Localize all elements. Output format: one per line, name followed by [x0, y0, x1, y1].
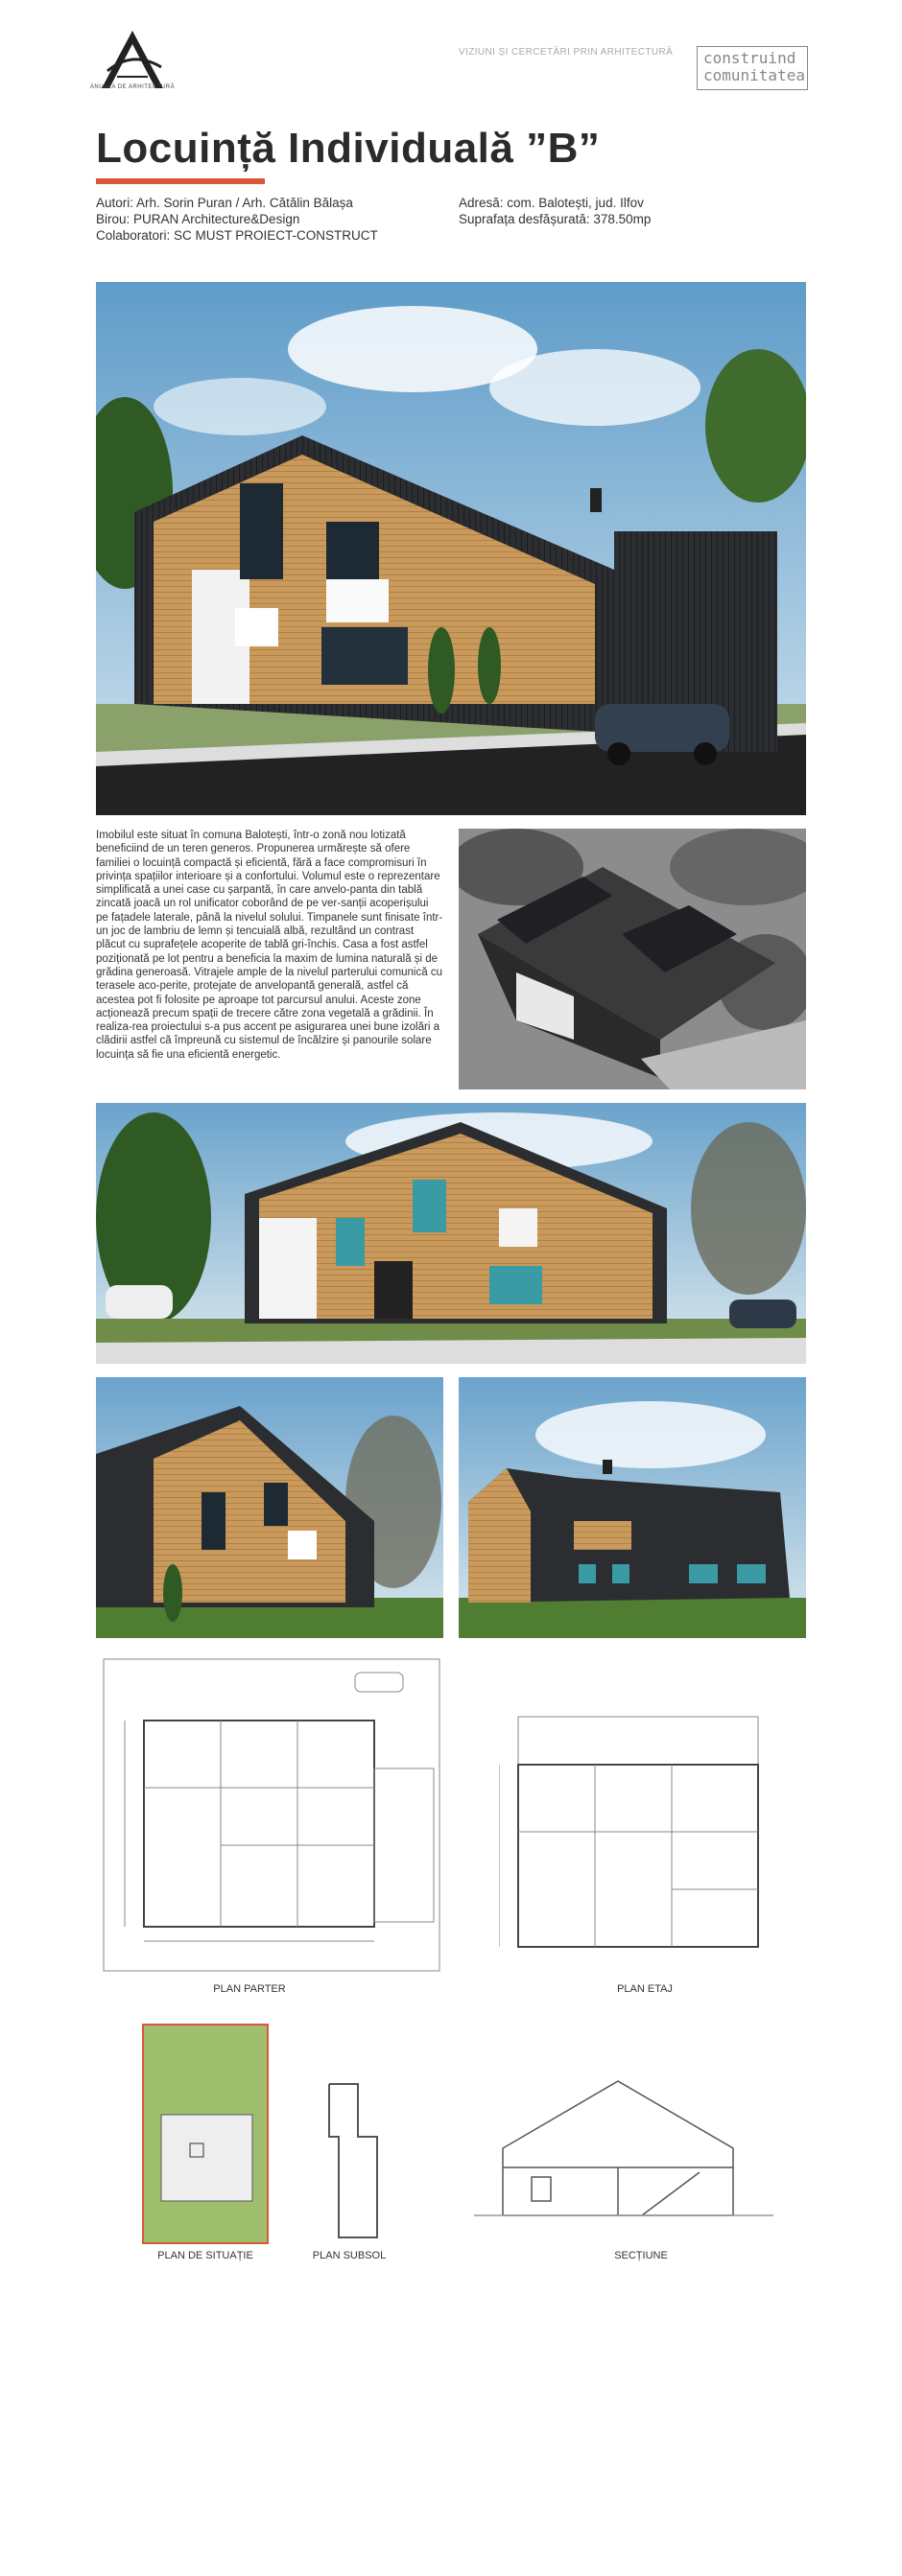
- basement-plan-drawing: [324, 2079, 382, 2242]
- ground-floor-plan-drawing: [96, 1653, 443, 1976]
- side-render-image: [96, 1103, 806, 1364]
- caption-plan-parter: PLAN PARTER: [213, 1983, 286, 1995]
- collaborators: Colaboratori: SC MUST PROIECT-CONSTRUCT: [96, 228, 378, 243]
- office: Birou: PURAN Architecture&Design: [96, 212, 300, 226]
- authors: Autori: Arh. Sorin Puran / Arh. Cătălin Bălașa: [96, 196, 353, 210]
- corner-render-image: [96, 1377, 443, 1638]
- caption-sectiune: SECȚIUNE: [614, 2250, 668, 2261]
- address: Adresă: com. Balotești, jud. Ilfov: [459, 196, 644, 210]
- aerial-render-image: [459, 829, 806, 1089]
- section-drawing: [474, 2072, 773, 2242]
- caption-plan-subsol: PLAN SUBSOL: [312, 2250, 387, 2261]
- title-underline: [96, 178, 265, 184]
- hero-render-image: [96, 282, 806, 815]
- project-description: Imobilul este situat în comuna Balotești, într-o zonă nou lotizată beneficiind de un teren generos. Propunerea urmărește să ofere familiei o locuință compactă și eficientă, fără a face compromisuri în privința spațiilor interioare și a confortului. Volumul este o reprezentare simplificată a unei case cu șarpantă, în care anvelo-panta din tablă zincată joacă un rol unificator coborând de pe ver-sanții acoperișului pe fațadele laterale, până la nivelul solului. Timpanele sunt finisate într-un joc de lambriu de lemn și tencuială albă, rezultând un contrast plăcut cu suprafețele acoperite de tablă gri-închis. Casa a fost astfel poziționată pe lot pentru a beneficia la maxim de lumina naturală și de grădina generoasă. Vitrajele ample de la nivelul parterului comunică cu terasele aco-perite, protejate de anvelopantă generală, astfel că acestea pot fi folosite pe aproape tot parcursul anului. Aceste zone acționează precum spații de trecere către zona vegetală a grădinii. În realiza-rea proiectului s-a pus accent pe asigurarea unei bune izolări a clădirii astfel că împreună cu sistemul de încălzire și panourile solare locuința să fie una eficientă energetic.: [96, 830, 443, 1061]
- partner-logo: [697, 46, 808, 90]
- upper-floor-plan-drawing: [499, 1707, 787, 1956]
- caption-plan-situatie: PLAN DE SITUAȚIE: [157, 2250, 253, 2261]
- rear-render-image: [459, 1377, 806, 1638]
- tagline: VIZIUNI ȘI CERCETĂRI PRIN ARHITECTURĂ: [459, 47, 674, 58]
- logo-caption: ANUALA DE ARHITECTURĂ: [89, 84, 176, 90]
- partner-logo-line1: construind: [703, 49, 796, 67]
- area: Suprafața desfășurată: 378.50mp: [459, 212, 652, 226]
- site-plan-drawing: [142, 2024, 269, 2244]
- partner-logo-line2: comunitatea: [703, 66, 805, 84]
- page-title: Locuință Individuală ”B”: [96, 125, 601, 172]
- caption-plan-etaj: PLAN ETAJ: [617, 1983, 673, 1995]
